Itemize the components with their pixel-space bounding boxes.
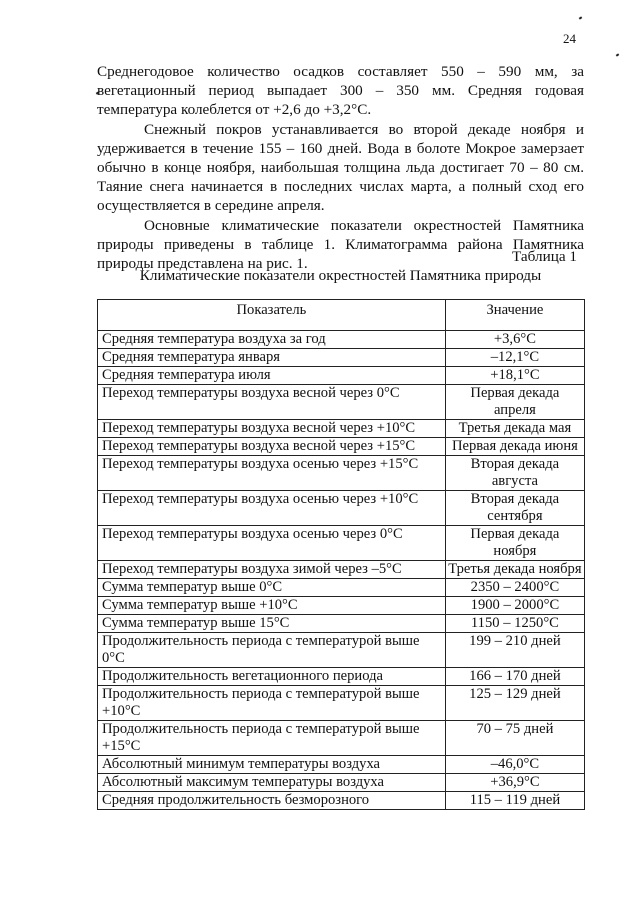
indicator-cell: Переход температуры воздуха весной через 0°С: [98, 385, 446, 420]
table-row: [98, 721, 585, 756]
value-cell: 125 – 129 дней: [445, 686, 584, 721]
table-row: [98, 491, 585, 526]
body-text: [97, 62, 584, 273]
page-number: 24: [563, 31, 576, 46]
climate-table: [97, 299, 585, 810]
indicator-cell: Переход температуры воздуха осенью через 0°С: [98, 526, 446, 561]
indicator-cell: Переход температуры воздуха весной через +15°С: [98, 438, 446, 456]
paragraph-precipitation: Среднегодовое количество осадков составляет 550 – 590 мм, за вегетационный период выпадает 300 – 350 мм. Средняя годовая температура колеблется от +2,6 до +3,2°С.: [97, 63, 584, 119]
table-row: [98, 792, 585, 810]
value-cell: 1900 – 2000°С: [445, 597, 584, 615]
table-row: [98, 420, 585, 438]
indicator-cell: Продолжительность вегетационного периода: [98, 668, 446, 686]
column-header-value: Значение: [445, 300, 584, 331]
table-row: [98, 615, 585, 633]
indicator-cell: Продолжительность периода с температурой выше +15°С: [98, 721, 446, 756]
value-cell: +36,9°С: [445, 774, 584, 792]
value-cell: Первая декада ноября: [445, 526, 584, 561]
value-cell: –46,0°С: [445, 756, 584, 774]
value-cell: 2350 – 2400°С: [445, 579, 584, 597]
indicator-cell: Переход температуры воздуха весной через +10°С: [98, 420, 446, 438]
indicator-cell: Переход температуры воздуха осенью через +10°С: [98, 491, 446, 526]
indicator-cell: Сумма температур выше +10°С: [98, 597, 446, 615]
indicator-cell: Переход температуры воздуха осенью через +15°С: [98, 456, 446, 491]
table-row: [98, 774, 585, 792]
value-cell: Вторая декада августа: [445, 456, 584, 491]
table-row: [98, 561, 585, 579]
table-row: [98, 456, 585, 491]
table-header-row: [98, 300, 585, 331]
table-caption: Климатические показатели окрестностей Памятника природы: [139, 267, 542, 284]
table-row: [98, 579, 585, 597]
value-cell: 70 – 75 дней: [445, 721, 584, 756]
table-row: [98, 331, 585, 349]
indicator-cell: Абсолютный максимум температуры воздуха: [98, 774, 446, 792]
indicator-cell: Продолжительность периода с температурой выше +10°С: [98, 686, 446, 721]
value-cell: Вторая декада сентября: [445, 491, 584, 526]
table-row: [98, 367, 585, 385]
table-row: [98, 385, 585, 420]
table-label: Таблица 1: [512, 248, 577, 265]
value-cell: 115 – 119 дней: [445, 792, 584, 810]
scan-speck: [616, 53, 620, 56]
scan-speck: [579, 16, 583, 19]
table-row: [98, 686, 585, 721]
indicator-cell: Средняя температура января: [98, 349, 446, 367]
table-row: [98, 349, 585, 367]
value-cell: 1150 – 1250°С: [445, 615, 584, 633]
value-cell: Третья декада мая: [445, 420, 584, 438]
table-row: [98, 668, 585, 686]
table-row: [98, 438, 585, 456]
indicator-cell: Абсолютный минимум температуры воздуха: [98, 756, 446, 774]
table-row: [98, 597, 585, 615]
indicator-cell: Переход температуры воздуха зимой через –5°С: [98, 561, 446, 579]
column-header-indicator: Показатель: [98, 300, 446, 331]
table-row: [98, 633, 585, 668]
indicator-cell: Средняя продолжительность безморозного: [98, 792, 446, 810]
indicator-cell: Средняя температура воздуха за год: [98, 331, 446, 349]
value-cell: Третья декада ноября: [445, 561, 584, 579]
indicator-cell: Сумма температур выше 15°С: [98, 615, 446, 633]
indicator-cell: Продолжительность периода с температурой выше 0°С: [98, 633, 446, 668]
value-cell: Первая декада апреля: [445, 385, 584, 420]
paragraph-snow-cover: Снежный покров устанавливается во второй декаде ноября и удерживается в течение 155 – 160 дней. Вода в болоте Мокрое замерзает обычно в конце ноября, наибольшая толщина льда достигает 70 – 80 см. Таяние снега начинается в последних числах марта, а полный сход его осуществляется в середине апреля.: [97, 120, 584, 215]
value-cell: –12,1°С: [445, 349, 584, 367]
table-row: [98, 526, 585, 561]
value-cell: +18,1°С: [445, 367, 584, 385]
table-row: [98, 756, 585, 774]
indicator-cell: Средняя температура июля: [98, 367, 446, 385]
value-cell: Первая декада июня: [445, 438, 584, 456]
paragraph-table-reference: Основные климатические показатели окрестностей Памятника природы приведены в таблице 1. Климатограмма района Памятника природы представлена на рис. 1.: [97, 216, 584, 273]
indicator-cell: Сумма температур выше 0°С: [98, 579, 446, 597]
value-cell: +3,6°С: [445, 331, 584, 349]
value-cell: 199 – 210 дней: [445, 633, 584, 668]
value-cell: 166 – 170 дней: [445, 668, 584, 686]
